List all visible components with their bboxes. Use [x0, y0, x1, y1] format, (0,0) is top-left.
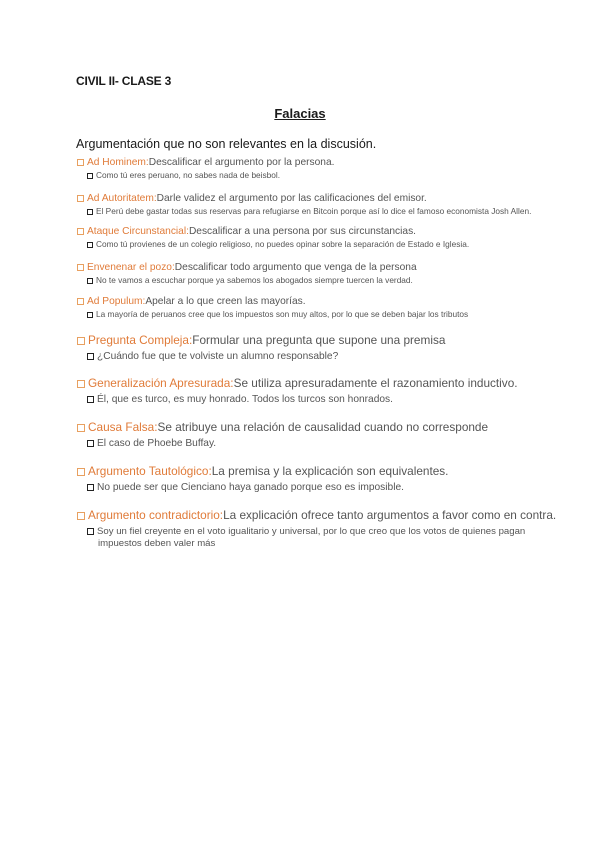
checkbox-bullet-icon — [87, 209, 93, 215]
fallacy-term: Ad Autoritatem: — [87, 193, 157, 204]
checkbox-bullet-icon — [87, 528, 94, 535]
list-item — [77, 420, 577, 449]
fallacy-example: Él, que es turco, es muy honrado. Todos los turcos son honrados. — [97, 394, 393, 405]
checkbox-bullet-icon — [77, 298, 84, 305]
fallacy-term: Ad Populum: — [87, 296, 146, 307]
fallacy-definition: Apelar a lo que creen las mayorías. — [145, 296, 306, 307]
fallacy-example: La mayoría de peruanos cree que los impuestos son muy altos, por lo que se deben bajar los tributos — [96, 309, 469, 319]
checkbox-bullet-icon — [87, 396, 94, 403]
fallacy-example: El Perú debe gastar todas sus reservas para refugiarse en Bitcoin porque así lo dice el famoso economista Josh Allen. — [96, 206, 532, 216]
fallacy-definition: Formular una pregunta que supone una premisa — [192, 333, 446, 347]
list-item — [77, 296, 577, 319]
fallacy-definition: Se atribuye una relación de causalidad cuando no corresponde — [157, 420, 489, 434]
fallacy-definition: Descalificar el argumento por la persona. — [148, 157, 335, 168]
fallacy-example: El caso de Phoebe Buffay. — [97, 438, 217, 449]
fallacy-term: Envenenar el pozo: — [87, 262, 175, 273]
document-title: Falacias — [274, 106, 326, 121]
checkbox-bullet-icon — [77, 264, 84, 271]
fallacy-term: Pregunta Compleja: — [88, 333, 193, 347]
checkbox-bullet-icon — [87, 173, 93, 179]
fallacy-term: Generalización Apresurada: — [88, 376, 234, 390]
fallacy-term: Causa Falsa: — [88, 420, 158, 434]
fallacy-term: Ad Hominem: — [87, 157, 149, 168]
checkbox-bullet-icon — [77, 337, 85, 345]
checkbox-bullet-icon — [77, 195, 84, 202]
list-item — [77, 226, 577, 249]
fallacy-example: No puede ser que Cienciano haya ganado porque eso es imposible. — [97, 482, 404, 493]
list-item — [77, 262, 577, 285]
list-item — [77, 333, 577, 362]
checkbox-bullet-icon — [77, 380, 85, 388]
checkbox-bullet-icon — [77, 512, 85, 520]
fallacy-example: Como tú provienes de un colegio religioso, no puedes opinar sobre la separación de Estado e Iglesia. — [96, 239, 470, 249]
checkbox-bullet-icon — [77, 424, 85, 432]
checkbox-bullet-icon — [77, 468, 85, 476]
checkbox-bullet-icon — [77, 228, 84, 235]
list-item — [77, 157, 577, 180]
fallacy-example: ¿Cuándo fue que te volviste un alumno responsable? — [97, 351, 339, 362]
fallacy-example: No te vamos a escuchar porque ya sabemos los abogados siempre tuercen la verdad. — [96, 275, 413, 285]
fallacy-term: Argumento Tautológico: — [88, 464, 212, 478]
fallacy-definition: La premisa y la explicación son equivalentes. — [211, 464, 449, 478]
fallacy-example: Soy un fiel creyente en el voto igualitario y universal, por lo que creo que los votos de quienes pagan — [97, 526, 526, 537]
document-header: CIVIL II- CLASE 3 — [76, 74, 172, 88]
checkbox-bullet-icon — [87, 242, 93, 248]
checkbox-bullet-icon — [77, 159, 84, 166]
fallacy-term: Argumento contradictorio: — [88, 508, 224, 522]
fallacy-definition: Darle validez el argumento por las calificaciones del emisor. — [156, 193, 427, 204]
fallacy-definition: Descalificar a una persona por sus circunstancias. — [188, 226, 417, 237]
fallacy-definition: Se utiliza apresuradamente el razonamiento inductivo. — [233, 376, 518, 390]
fallacy-term: Ataque Circunstancial: — [87, 226, 189, 237]
checkbox-bullet-icon — [87, 440, 94, 447]
intro-text: Argumentación que no son relevantes en la discusión. — [76, 137, 377, 151]
fallacy-example: Como tú eres peruano, no sabes nada de beisbol. — [96, 170, 281, 180]
fallacy-definition: La explicación ofrece tanto argumentos a favor como en contra. — [223, 508, 557, 522]
fallacy-example-continued: impuestos deben valer más — [98, 538, 216, 549]
list-item — [77, 464, 577, 493]
checkbox-bullet-icon — [87, 312, 93, 318]
list-item — [77, 508, 577, 549]
list-item — [77, 376, 577, 405]
checkbox-bullet-icon — [87, 353, 94, 360]
checkbox-bullet-icon — [87, 278, 93, 284]
checkbox-bullet-icon — [87, 484, 94, 491]
fallacy-definition: Descalificar todo argumento que venga de la persona — [174, 262, 417, 273]
list-item — [77, 193, 577, 216]
